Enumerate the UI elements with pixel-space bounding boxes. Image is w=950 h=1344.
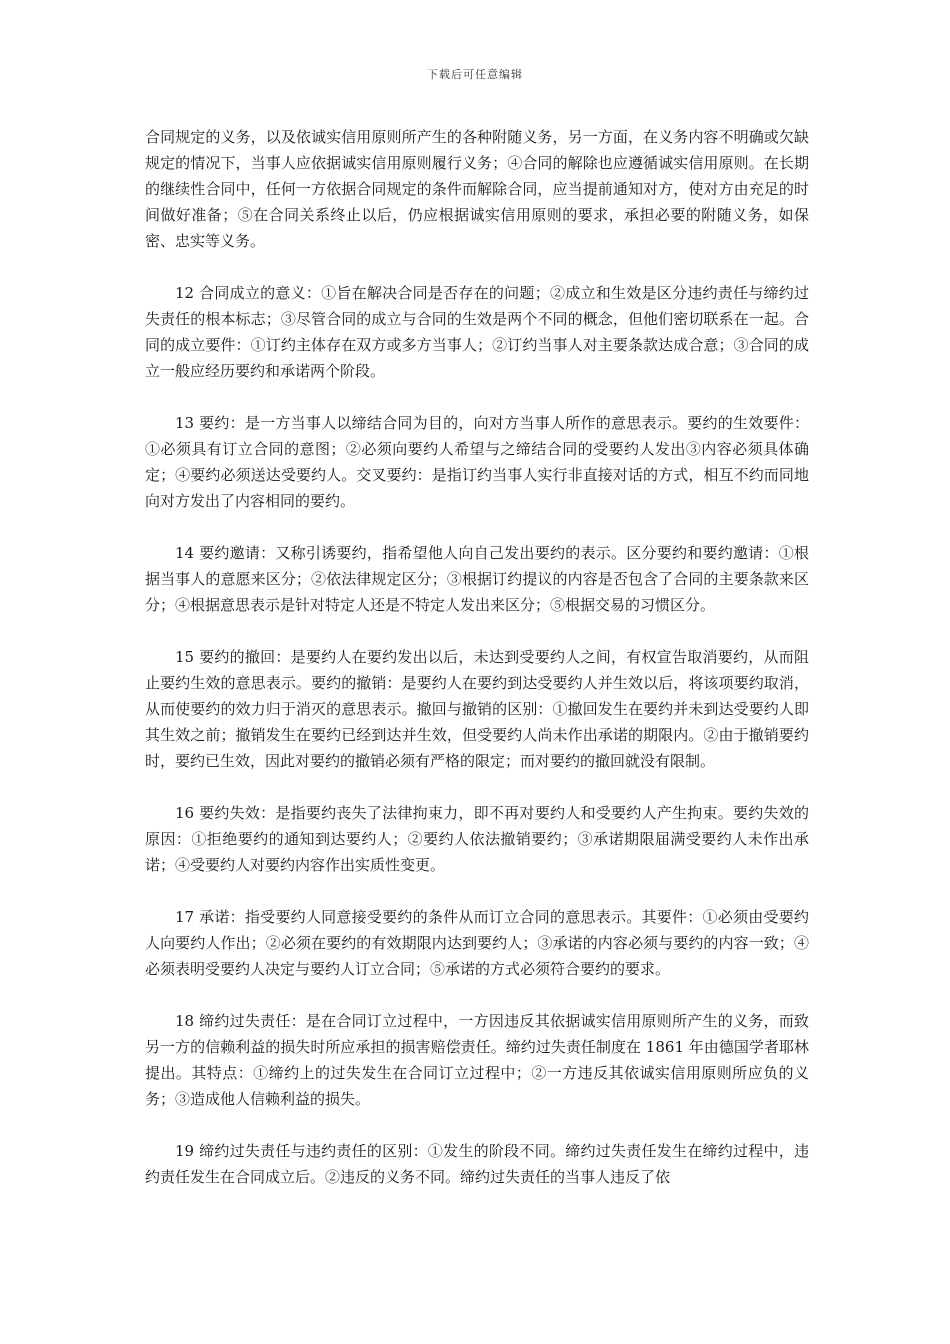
paragraph-19-liability-difference: 19 缔约过失责任与违约责任的区别：①发生的阶段不同。缔约过失责任发生在缔约过程中，违约责任发生在合同成立后。②违反的义务不同。缔约过失责任的当事人违反了依 bbox=[145, 1142, 809, 1186]
paragraph-16-offer-lapse: 16 要约失效：是指要约丧失了法律拘束力，即不再对要约人和受要约人产生拘束。要约失效的原因：①拒绝要约的通知到达要约人；②要约人依法撤销要约；③承诺期限届满受要约人未作出承诺；④受要约人对要约内容作出实质性变更。 bbox=[145, 804, 809, 874]
paragraph-13-offer: 13 要约：是一方当事人以缔结合同为目的，向对方当事人所作的意思表示。要约的生效要件：①必须具有订立合同的意图；②必须向要约人希望与之缔结合同的受要约人发出③内容必须具体确定；④要约必须送达受要约人。交叉要约：是指订约当事人实行非直接对话的方式，相互不约而同地向对方发出了内容相同的要约。 bbox=[145, 414, 809, 510]
paragraph-14-invitation-to-offer: 14 要约邀请：又称引诱要约，指希望他人向自己发出要约的表示。区分要约和要约邀请：①根据当事人的意愿来区分；②依法律规定区分；③根据订约提议的内容是否包含了合同的主要条款来区分；④根据意思表示是针对特定人还是不特定人发出来区分；⑤根据交易的习惯区分。 bbox=[145, 544, 809, 614]
paragraph-12-contract-formation: 12 合同成立的意义：①旨在解决合同是否存在的问题；②成立和生效是区分违约责任与缔约过失责任的根本标志；③尽管合同的成立与合同的生效是两个不同的概念，但他们密切联系在一起。合同的成立要件：①订约主体存在双方或多方当事人；②订约当事人对主要条款达成合意；③合同的成立一般应经历要约和承诺两个阶段。 bbox=[145, 284, 809, 380]
paragraph-17-acceptance: 17 承诺：指受要约人同意接受要约的条件从而订立合同的意思表示。其要件：①必须由受要约人向要约人作出；②必须在要约的有效期限内达到要约人；③承诺的内容必须与要约的内容一致；④必须表明受要约人决定与要约人订立合同；⑤承诺的方式必须符合要约的要求。 bbox=[145, 908, 809, 978]
document-body bbox=[145, 124, 809, 1216]
page-header: 下载后可任意编辑 bbox=[427, 68, 523, 81]
paragraph-18-culpa-in-contrahendo: 18 缔约过失责任：是在合同订立过程中，一方因违反其依据诚实信用原则所产生的义务，而致另一方的信赖利益的损失时所应承担的损害赔偿责任。缔约过失责任制度在 1861 年由德国学者耶林提出。其特点：①缔约上的过失发生在合同订立过程中；②一方违反其依诚实信用原则所应负的义务；③造成他人信赖利益的损失。 bbox=[145, 1012, 809, 1108]
paragraph-continuation: 合同规定的义务，以及依诚实信用原则所产生的各种附随义务，另一方面，在义务内容不明确或欠缺规定的情况下，当事人应依据诚实信用原则履行义务；④合同的解除也应遵循诚实信用原则。在长期的继续性合同中，任何一方依据合同规定的条件而解除合同，应当提前通知对方，使对方由充足的时间做好准备；⑤在合同关系终止以后，仍应根据诚实信用原则的要求，承担必要的附随义务，如保密、忠实等义务。 bbox=[145, 128, 809, 250]
paragraph-15-offer-withdrawal: 15 要约的撤回：是要约人在要约发出以后，未达到受要约人之间，有权宣告取消要约，从而阻止要约生效的意思表示。要约的撤销：是要约人在要约到达受要约人并生效以后，将该项要约取消，从而使要约的效力归于消灭的意思表示。撤回与撤销的区别：①撤回发生在要约并未到达受要约人即其生效之前；撤销发生在要约已经到达并生效，但受要约人尚未作出承诺的期限内。②由于撤销要约时，要约已生效，因此对要约的撤销必须有严格的限定；而对要约的撤回就没有限制。 bbox=[145, 648, 809, 770]
